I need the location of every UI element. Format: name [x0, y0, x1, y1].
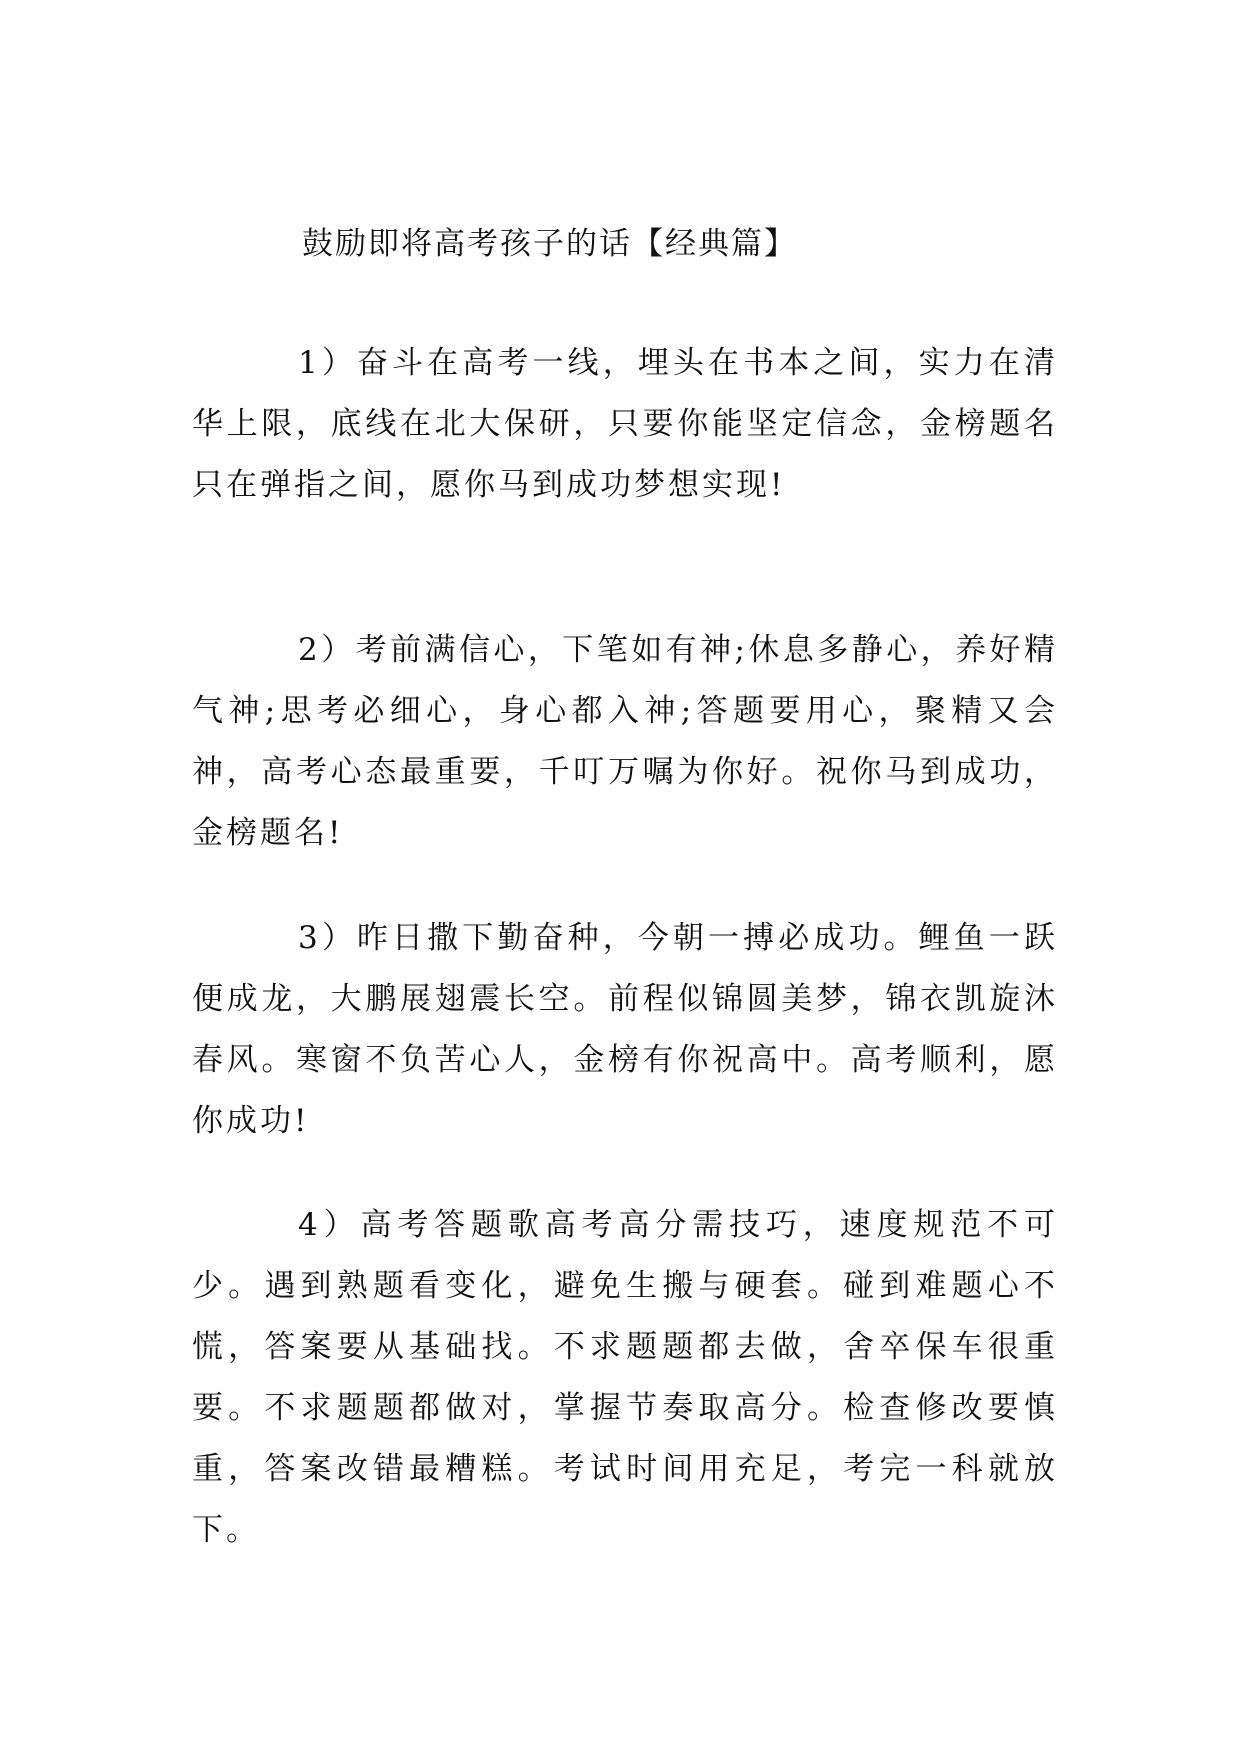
document-title: 鼓励即将高考孩子的话【经典篇】: [302, 226, 797, 262]
paragraph-4: 4）高考答题歌高考高分需技巧，速度规范不可少。遇到熟题看变化，避免生搬与硬套。碰到难题心不慌，答案要从基础找。不求题题都去做，舍卒保车很重要。不求题题都做对，掌握节奏取高分。检查修改要慎重，答案改错最糟糕。考试时间用充足，考完一科就放下。: [192, 1207, 1058, 1548]
paragraph-1: 1）奋斗在高考一线，埋头在书本之间，实力在清华上限，底线在北大保研，只要你能坚定信念，金榜题名只在弹指之间，愿你马到成功梦想实现!: [192, 345, 1058, 503]
paragraph-3: 3）昨日撒下勤奋种，今朝一搏必成功。鲤鱼一跃便成龙，大鹏展翅震长空。前程似锦圆美梦，锦衣凯旋沐春风。寒窗不负苦心人，金榜有你祝高中。高考顺利，愿你成功!: [192, 920, 1058, 1139]
paragraph-2: 2）考前满信心，下笔如有神;休息多静心，养好精气神;思考必细心，身心都入神;答题要用心，聚精又会神，高考心态最重要，千叮万嘱为你好。祝你马到成功，金榜题名!: [192, 632, 1058, 851]
